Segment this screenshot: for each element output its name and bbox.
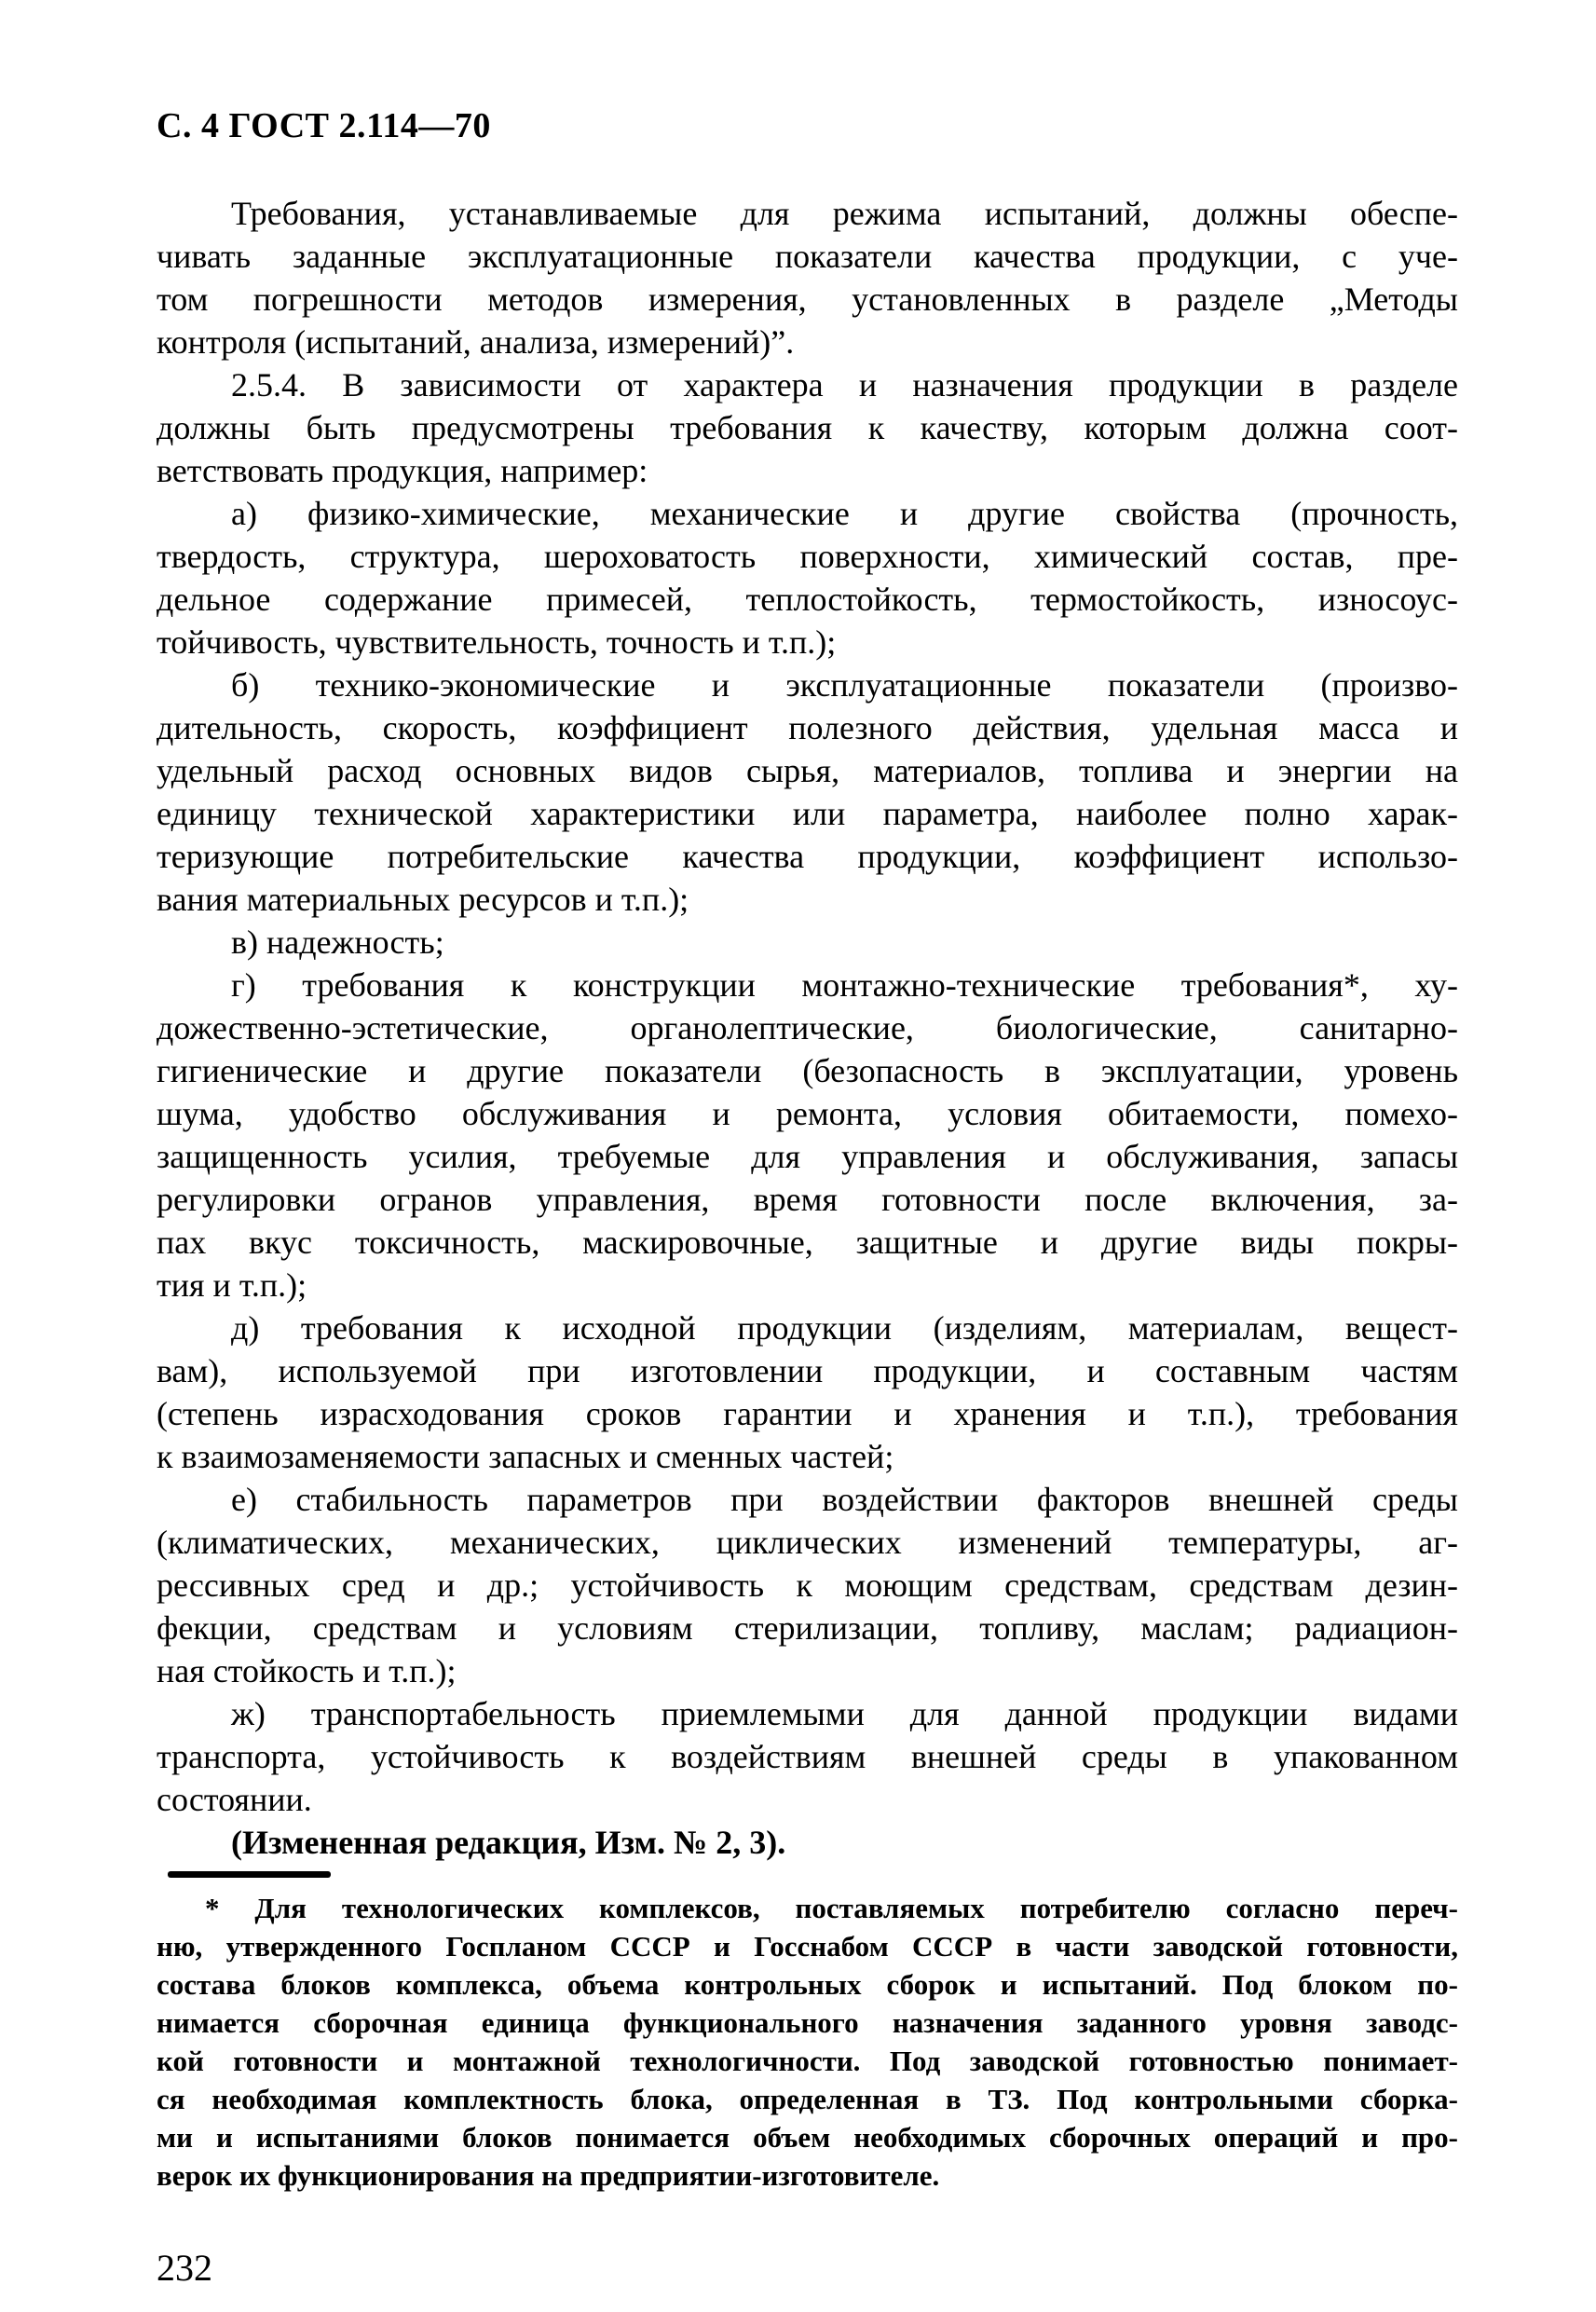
text-line: (Измененная редакция, Изм. № 2, 3). <box>231 1824 786 1861</box>
text-line: 2.5.4. В зависимости от характера и назначения продукции в разделе <box>231 366 1458 404</box>
text-line: состоянии. <box>157 1781 312 1818</box>
footnote-divider-rule <box>168 1871 331 1878</box>
text-line: (климатических, механических, циклических изменений температуры, аг- <box>157 1524 1458 1561</box>
text-line: дожественно-эстетические, органолептические, биологические, санитарно- <box>157 1009 1458 1047</box>
text-line: тия и т.п.); <box>157 1266 307 1304</box>
text-line: единицу технической характеристики или параметра, наиболее полно харак- <box>157 795 1458 832</box>
footnote <box>157 1889 1458 2195</box>
text-line: к взаимозаменяемости запасных и сменных частей; <box>157 1438 894 1475</box>
text-line: е) стабильность параметров при воздействии факторов внешней среды <box>231 1481 1458 1518</box>
footnote-line: ми и испытаниями блоков понимается объем необходимых сборочных операций и про- <box>157 2121 1458 2154</box>
text-line: г) требования к конструкции монтажно-технические требования*, ху- <box>231 966 1458 1004</box>
text-line: (степень израсходования сроков гарантии и хранения и т.п.), требования <box>157 1395 1458 1432</box>
text-line: контроля (испытаний, анализа, измерений)”. <box>157 323 795 361</box>
footnote-line: верок их функционирования на предприятии-изготовителе. <box>157 2159 940 2192</box>
text-line: защищенность усилия, требуемые для управления и обслуживания, запасы <box>157 1138 1458 1175</box>
text-line: теризующие потребительские качества продукции, коэффициент использо- <box>157 838 1458 875</box>
text-line: фекции, средствам и условиям стерилизации, топливу, маслам; радиацион- <box>157 1609 1458 1647</box>
text-line: дельное содержание примесей, теплостойкость, термостойкость, износоус- <box>157 581 1458 618</box>
text-line: регулировки огранов управления, время готовности после включения, за- <box>157 1181 1458 1218</box>
text-line: транспорта, устойчивость к воздействиям внешней среды в упакованном <box>157 1738 1458 1775</box>
text-line: пах вкус токсичность, маскировочные, защитные и другие виды покры- <box>157 1224 1458 1261</box>
text-line: а) физико-химические, механические и другие свойства (прочность, <box>231 495 1458 532</box>
text-line: Требования, устанавливаемые для режима испытаний, должны обеспе- <box>231 195 1458 232</box>
page-number: 232 <box>157 2247 212 2289</box>
text-line: тойчивость, чувствительность, точность и т.п.); <box>157 623 837 661</box>
text-line: дительность, скорость, коэффициент полезного действия, удельная масса и <box>157 709 1458 746</box>
body-text <box>157 192 1458 1864</box>
text-line: твердость, структура, шероховатость поверхности, химический состав, пре- <box>157 538 1458 575</box>
text-line: чивать заданные эксплуатационные показатели качества продукции, с уче- <box>157 238 1458 275</box>
text-line: ная стойкость и т.п.); <box>157 1652 457 1690</box>
page-header: С. 4 ГОСТ 2.114—70 <box>157 106 491 145</box>
footnote-line: кой готовности и монтажной технологичности. Под заводской готовностью понимает- <box>157 2045 1458 2077</box>
text-line: рессивных сред и др.; устойчивость к моющим средствам, средствам дезин- <box>157 1566 1458 1604</box>
text-line: том погрешности методов измерения, установленных в разделе „Методы <box>157 280 1458 318</box>
text-line: ж) транспортабельность приемлемыми для данной продукции видами <box>231 1695 1458 1732</box>
footnote-line: нимается сборочная единица функционального назначения заданного уровня заводс- <box>157 2006 1458 2039</box>
footnote-line: состава блоков комплекса, объема контрольных сборок и испытаний. Под блоком по- <box>157 1968 1458 2001</box>
footnote-line: ся необходимая комплектность блока, определенная в ТЗ. Под контрольными сборка- <box>157 2083 1458 2115</box>
text-line: вания материальных ресурсов и т.п.); <box>157 881 689 918</box>
text-line: гигиенические и другие показатели (безопасность в эксплуатации, уровень <box>157 1052 1458 1089</box>
text-line: вам), используемой при изготовлении продукции, и составным частям <box>157 1352 1458 1389</box>
text-line: б) технико-экономические и эксплуатационные показатели (произво- <box>231 666 1458 704</box>
text-line: шума, удобство обслуживания и ремонта, условия обитаемости, помехо- <box>157 1095 1458 1132</box>
text-line: ветствовать продукция, например: <box>157 452 648 489</box>
text-line: д) требования к исходной продукции (изделиям, материалам, вещест- <box>231 1309 1458 1347</box>
text-line: должны быть предусмотрены требования к качеству, которым должна соот- <box>157 409 1458 446</box>
footnote-line: * Для технологических комплексов, поставляемых потребителю согласно переч- <box>205 1892 1458 1924</box>
text-line: удельный расход основных видов сырья, материалов, топлива и энергии на <box>157 752 1458 789</box>
footnote-line: ню, утвержденного Госпланом СССР и Госснабом СССР в части заводской готовности, <box>157 1930 1458 1963</box>
text-line: в) надежность; <box>231 923 444 961</box>
